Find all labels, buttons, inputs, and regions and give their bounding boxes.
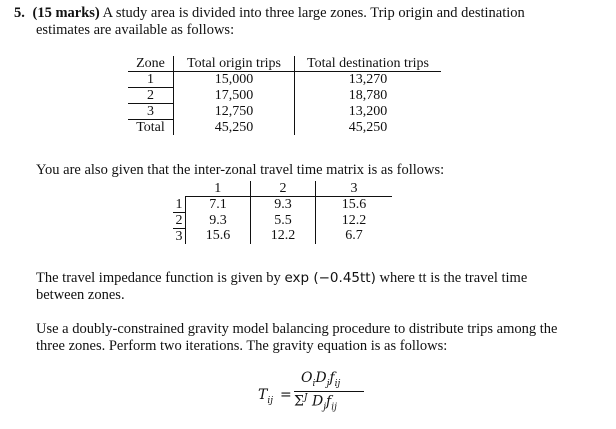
formula-den-sub-j: j [323,402,326,413]
destination-cell: 45,250 [348,119,388,135]
matrix-row-header: 3 [173,228,186,244]
impedance-line1 [36,270,527,287]
matrix-col-header: 3 [316,181,393,197]
zone-trips-table [128,56,441,135]
matrix-cell: 6.7 [345,228,363,244]
origin-cell: 12,750 [174,104,295,120]
zone-cell: 1 [128,72,174,88]
formula-den-sub-ij: ij [331,402,337,413]
formula-den-f: f [326,393,332,410]
origin-cell: 17,500 [174,88,295,104]
formula-sum-sup: J [303,393,308,403]
formula-sum: Σ [294,393,304,410]
matrix-cell: 12.2 [341,212,367,228]
matrix-cell: 9.3 [186,212,251,228]
matrix-col-header: 2 [251,181,316,197]
destination-cell: 13,270 [348,72,388,88]
table-row [173,228,392,244]
destination-cell: 18,780 [348,88,388,103]
instruction-line1: Use a doubly-constrained gravity model balancing procedure to distribute trips among the [36,321,558,337]
formula-O: O [301,370,313,386]
impedance-prefix: The travel impedance function is given by [36,270,281,286]
table-row [173,212,392,228]
question-number: 5. [14,5,25,21]
formula-sub-j: j [326,378,330,389]
matrix-cell: 7.1 [186,197,251,213]
zone-header: Zone [128,56,174,72]
question-heading [14,5,525,22]
matrix-cell: 15.6 [341,197,367,212]
travel-time-matrix [173,181,392,244]
formula-f: f [329,370,335,386]
zone-cell: Total [128,120,174,136]
table-row [173,197,392,213]
formula-sub-ij: ij [334,378,341,389]
zone-table-header-row [128,56,441,72]
formula-lhs-sub: ij [267,395,274,406]
formula-lhs [258,387,273,406]
destination-cell: 13,200 [348,104,388,119]
question-intro-line1: A study area is divided into three large zones. Trip origin and destination [102,5,525,21]
matrix-col-header: 1 [186,181,251,197]
formula-T: T [258,387,268,403]
matrix-corner [173,181,186,197]
zone-cell: 3 [128,104,174,120]
table-total-row [128,120,441,136]
formula-denominator [294,393,337,412]
impedance-suffix: where tt is the travel time [379,270,528,286]
question-marks: (15 marks) [32,5,100,21]
matrix-cell: 12.2 [251,228,316,244]
instruction-line2: three zones. Perform two iterations. The gravity equation is as follows: [36,338,448,354]
table-row [128,72,441,88]
formula-numerator [301,370,340,389]
impedance-line2: between zones. [36,287,125,303]
matrix-row-header: 1 [173,197,186,213]
formula-den-D: D [311,393,324,410]
origin-cell: 15,000 [174,72,295,88]
formula-D: D [315,370,327,386]
matrix-intro: You are also given that the inter-zonal travel time matrix is as follows: [36,162,445,178]
matrix-cell: 15.6 [186,228,251,244]
matrix-header-row [173,181,392,197]
table-row [128,88,441,104]
formula-equals: = [280,387,292,403]
formula-sub-i: i [312,378,316,389]
origin-cell: 45,250 [174,120,295,136]
zone-cell: 2 [128,88,174,104]
matrix-cell: 5.5 [251,212,316,228]
question-intro-line2: estimates are available as follows: [36,22,235,38]
fraction-bar [294,391,364,392]
table-row [128,104,441,120]
matrix-cell: 9.3 [251,197,316,213]
origin-header: Total origin trips [174,56,295,72]
matrix-row-header: 2 [173,212,186,228]
destination-header: Total destination trips [295,56,442,72]
impedance-expression: exp (−0.45tt) [284,270,376,286]
